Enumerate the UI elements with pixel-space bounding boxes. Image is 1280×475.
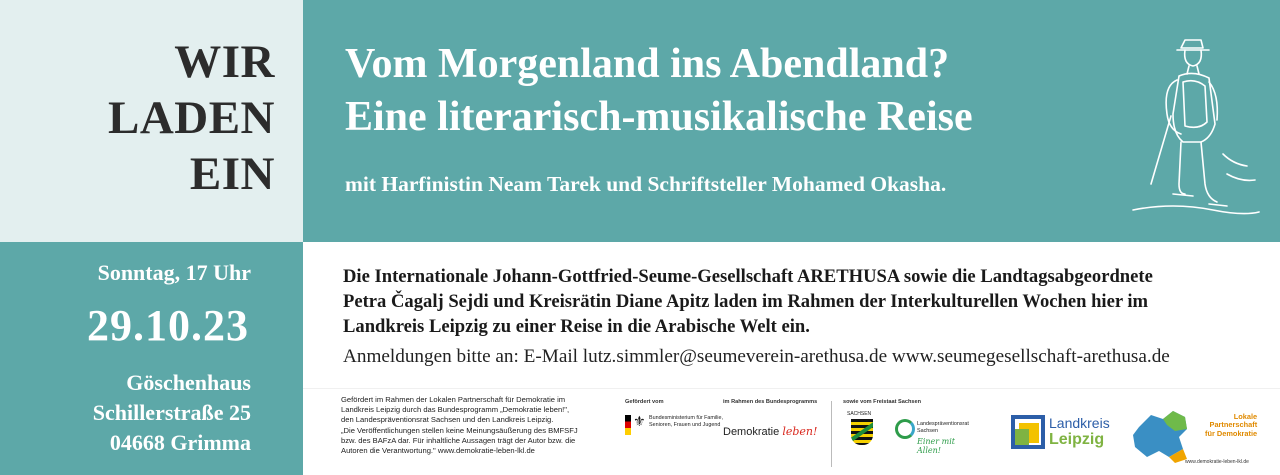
lpr-text: Landespräventionsrat Sachsen [917, 421, 969, 434]
partnerschaft-demokratie-logo [1129, 405, 1269, 471]
funding-line: Landkreis Leipzig durch das Bundesprogramm „Demokratie leben!", [341, 405, 570, 415]
lpr-circle-icon [895, 419, 915, 439]
event-venue [93, 368, 251, 458]
invite-line-1: WIR [174, 36, 275, 88]
demokratie-label: Demokratie [723, 426, 780, 438]
leipzig-label: Leipzig [1049, 431, 1105, 448]
invite-heading [108, 34, 275, 202]
funding-line: bzw. des BAFzA dar. Für inhaltliche Aussagen trägt der Autor bzw. die [341, 435, 576, 445]
event-day-time: Sonntag, 17 Uhr [97, 260, 251, 285]
landespraeventionsrat-logo [895, 419, 975, 455]
pfd-line: Partnerschaft [1209, 420, 1258, 430]
venue-line-2: Schillerstraße 25 [92, 400, 251, 425]
pfd-url: www.demokratie-leben-lkl.de [1185, 459, 1249, 465]
district-map-icon [1129, 407, 1209, 463]
event-title [345, 38, 973, 144]
venue-line-1: Göschenhaus [126, 370, 251, 395]
bmfsfj-text: Bundesministerium für Familie, Senioren, Frauen und Jugend [649, 415, 723, 428]
landkreis-label: Landkreis [1049, 415, 1110, 431]
description-panel [303, 242, 1280, 388]
headline-panel [303, 0, 1280, 242]
divider [831, 401, 832, 467]
federal-eagle-icon: ⚜ [633, 414, 646, 430]
funding-notice [341, 395, 611, 456]
pfd-line: Lokale [1233, 412, 1258, 421]
invite-panel [0, 0, 303, 242]
description-line-1: Die Internationale Johann-Gottfried-Seume-Gesellschaft ARETHUSA sowie die Landtagsabgeordnete [343, 266, 1153, 287]
sowie-vom-label: sowie vom Freistaat Sachsen [843, 399, 922, 405]
funding-line: Gefördert im Rahmen der Lokalen Partnerschaft für Demokratie im [341, 395, 566, 404]
sachsen-logo [847, 411, 879, 455]
description-line-3: Landkreis Leipzig zu einer Reise in die Arabische Welt ein. [343, 316, 810, 337]
event-description [343, 264, 1243, 339]
lpr-slogan: Einer mit Allen! [917, 437, 956, 455]
funding-line: Autoren die Verantwortung." www.demokratie-leben-lkl.de [341, 446, 535, 456]
invite-line-2: LADEN [107, 92, 275, 144]
description-line-2: Petra Čagalj Sejdi und Kreisrätin Diane Apitz laden im Rahmen der Interkulturellen Wochen hier im [343, 291, 1149, 312]
leben-label: leben! [782, 425, 818, 438]
im-rahmen-label: im Rahmen des Bundesprogramms [723, 399, 818, 405]
gefoerdert-vom-label: Gefördert vom [625, 399, 664, 405]
bmfsfj-logo [621, 409, 731, 449]
registration-info: Anmeldungen bitte an: E-Mail lutz.simmler@seumeverein-arethusa.de www.seumegesellschaft-arethusa.de [343, 346, 1170, 367]
sponsor-footer [303, 388, 1280, 475]
funding-line: den Landespräventionsrat Sachsen und den Landkreis Leipzig. [341, 415, 554, 425]
sachsen-label: SACHSEN [847, 411, 872, 417]
landkreis-mark-icon [1011, 415, 1045, 449]
funding-line: „Die Veröffentlichungen stellen keine Meinungsäußerung des BMFSFJ [341, 425, 578, 435]
demokratie-leben-logo [723, 425, 817, 438]
event-title-line-2: Eine literarisch-musikalische Reise [345, 94, 973, 140]
sachsen-coat-of-arms-icon [851, 419, 873, 445]
landkreis-leipzig-logo [1011, 411, 1121, 457]
wanderer-illustration [1123, 34, 1263, 224]
venue-line-3: 04668 Grimma [109, 430, 251, 455]
event-date: 29.10.23 [87, 301, 249, 350]
invite-line-3: EIN [189, 148, 275, 200]
event-title-line-1: Vom Morgenland ins Abendland? [345, 41, 950, 87]
german-flag-icon [625, 415, 631, 435]
pfd-line: für Demokratie [1205, 428, 1258, 438]
event-details-panel [0, 242, 303, 475]
pfd-text [1205, 413, 1257, 438]
event-subtitle: mit Harfinistin Neam Tarek und Schriftsteller Mohamed Okasha. [345, 172, 947, 196]
